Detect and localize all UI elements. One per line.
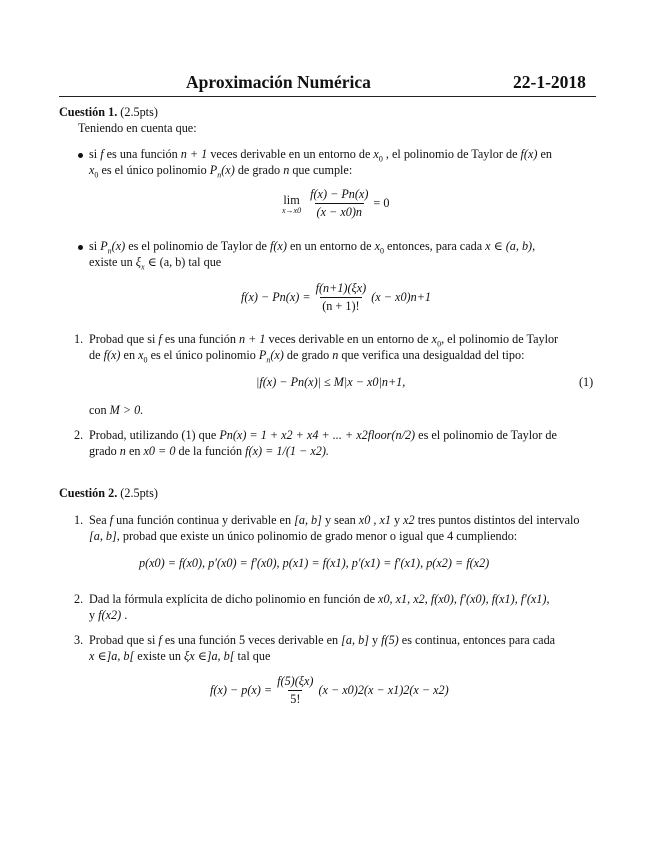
bullet-icon bbox=[78, 245, 83, 250]
q1-item-2-line-1: Probad, utilizando (1) que Pn(x) = 1 + x2 + x4 + ... + x2floor(n/2) es el polinomio de Taylor de bbox=[89, 428, 557, 442]
inequality-equation: |f(x) − Pn(x)| ≤ M|x − x0|n+1, bbox=[256, 375, 406, 389]
header-rule bbox=[59, 96, 596, 97]
question-2-heading bbox=[59, 486, 158, 501]
q1-item-1-line-2: de f(x) en $x_0$ es el único polinomio $P_n(x)$ de grado n que verifica una desigualdad del tipo: bbox=[89, 348, 525, 365]
taylor-remainder-equation: f(x) − Pn(x) = $\frac{f(n+1)(\xi x)}{(n + 1)!}$ (x − x0)n+1 bbox=[241, 281, 432, 313]
question-1-label: Cuestión 1. bbox=[59, 105, 118, 119]
page-title: Aproximación Numérica bbox=[186, 72, 371, 92]
q2-item-3-line-2: x ∈]a, b[ existe un ξx ∈]a, b[ tal que bbox=[89, 649, 271, 663]
exam-date: 22-1-2018 bbox=[513, 72, 586, 92]
question-1-heading bbox=[59, 105, 158, 120]
question-2-label: Cuestión 2. bbox=[59, 486, 118, 500]
q1-item-1-line-3: con M > 0. bbox=[89, 403, 144, 417]
interpolation-conditions: p(x0) = f(x0), p′(x0) = f′(x0), p(x1) = f(x1), p′(x1) = f′(x1), p(x2) = f(x2) bbox=[139, 556, 490, 570]
q2-item-2-line-2: y f(x2) . bbox=[89, 608, 128, 622]
question-2-points: (2.5pts) bbox=[120, 486, 158, 500]
q1-item-2-line-2: grado n en x0 = 0 de la función f(x) = 1/(1 − x2). bbox=[89, 444, 329, 458]
item-number: 2. bbox=[74, 428, 84, 442]
q2-item-2-line-1: Dad la fórmula explícita de dicho polinomio en función de x0, x1, x2, f(x0), f′(x0), f(x1), f′(x1), bbox=[89, 592, 550, 606]
bullet-1-line-2: $x_0$ es el único polinomio $P_n(x)$ de grado n que cumple: bbox=[89, 163, 353, 180]
error-formula-equation: f(x) − p(x) = $\frac{f(5)(\xi x)}{5!}$ (x − x0)2(x − x1)2(x − x2) bbox=[210, 674, 449, 706]
question-1-points: (2.5pts) bbox=[120, 105, 158, 119]
q1-item-1-line-1: Probad que si f es una función n + 1 veces derivable en un entorno de $x_0$, el polinomio de Taylor bbox=[89, 332, 559, 349]
item-number: 2. bbox=[74, 592, 84, 606]
q2-item-1-line-2: [a, b], probad que existe un único polinomio de grado menor o igual que 4 cumpliendo: bbox=[89, 529, 518, 543]
equation-number: (1) bbox=[579, 375, 594, 389]
limit-equation: lim x→x0 $\frac{f(x) - Pn(x)}{(x - x0)n}$ = 0 bbox=[282, 187, 390, 219]
item-number: 1. bbox=[74, 332, 84, 346]
question-1-intro: Teniendo en cuenta que: bbox=[78, 121, 197, 135]
bullet-2-line-2: existe un $\xi_x$ ∈ (a, b) tal que bbox=[89, 255, 222, 272]
item-number: 1. bbox=[74, 513, 84, 527]
bullet-2-line-1: si $P_n(x)$ es el polinomio de Taylor de f(x) en un entorno de $x_0$ entonces, para cada x ∈ (a, b), bbox=[89, 239, 536, 256]
bullet-1-line-1: si f es una función n + 1 veces derivable en un entorno de $x_0$ , el polinomio de Taylor de f(x) en bbox=[89, 147, 553, 164]
bullet-icon bbox=[78, 153, 83, 158]
q2-item-1-line-1: Sea f una función continua y derivable en [a, b] y sean x0 , x1 y x2 tres puntos distintos del intervalo bbox=[89, 513, 580, 527]
item-number: 3. bbox=[74, 633, 84, 647]
q2-item-3-line-1: Probad que si f es una función 5 veces derivable en [a, b] y f(5) es continua, entonces para cada bbox=[89, 633, 556, 647]
